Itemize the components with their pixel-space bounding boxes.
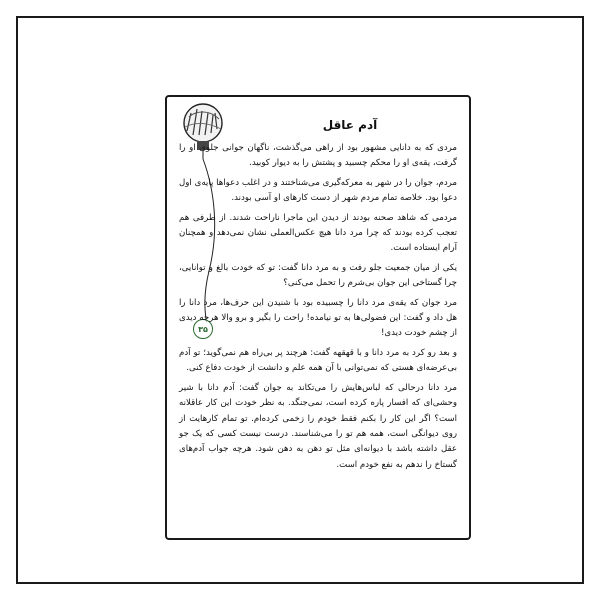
story-body: [179, 141, 457, 477]
paragraph: مردمی که شاهد صحنه بودند از دیدن این ماجرا ناراحت شدند. از طرفی هم تعجب کرده بودند که چرا مرد دانا هیچ عکس‌العملی نشان نمی‌دهد و همچنان آرام ایستاده است.: [179, 212, 457, 254]
paragraph: مرد دانا درحالی که لباس‌هایش را می‌تکاند به جوان گفت: آدم دانا با شیر وحشی‌ای که افسار پاره کرده است، نمی‌جنگد. به نظر خودت این کار عاقلانه است؟ اگر این کار را بکنم فقط خودم را زخمی کرده‌ام. تو تمام کارهایت از روی دیوانگی است، همه هم تو را می‌شناسند. درست نیست کسی که یک جو عقل داشته باشد با دیوانه‌ای مثل تو دهن به دهن شود. هرچه جواب آدم‌های گستاخ را ندهم به نفع خودم است.: [179, 382, 457, 470]
paragraph: یکی از میان جمعیت جلو رفت و به مرد دانا گفت: تو که خودت بالغ و توانایی، چرا گستاخی این جوان بی‌شرم را تحمل می‌کنی؟: [179, 262, 457, 289]
book-page: [165, 95, 471, 540]
story-title: آدم عاقل: [322, 118, 378, 132]
image-frame: [16, 16, 584, 584]
paragraph: و بعد رو کرد به مرد دانا و با قهقهه گفت: هرچند پر بی‌راه هم نمی‌گوید؛ تو آدم بی‌عرضه‌ای هستی که نمی‌توانی با آن همه علم و دانشت از خودت دفاع کنی.: [179, 347, 457, 374]
paragraph: مرد جوان که یقه‌ی مرد دانا را چسبیده بود با شنیدن این حرف‌ها، مرد دانا را هل داد و گفت: این فضولی‌ها به تو نیامده! راحت را بگیر و برو والا هرچه دیدی از چشم خودت دیدی!: [179, 297, 457, 339]
paragraph: مردم، جوان را در شهر به معرکه‌گیری می‌شناختند و در اغلب دعواها پایه‌ی اول دعوا بود. خلاصه تمام مردم شهر از دست کارهای او آسی بودند.: [179, 177, 457, 204]
paragraph: مردی که به دانایی مشهور بود از راهی می‌گذشت، ناگهان جوانی جلوی او را گرفت، یقه‌ی او را محکم چسبید و پشتش را به دیوار کوبید.: [179, 143, 457, 169]
page-number-badge: ۳۵: [193, 319, 213, 339]
